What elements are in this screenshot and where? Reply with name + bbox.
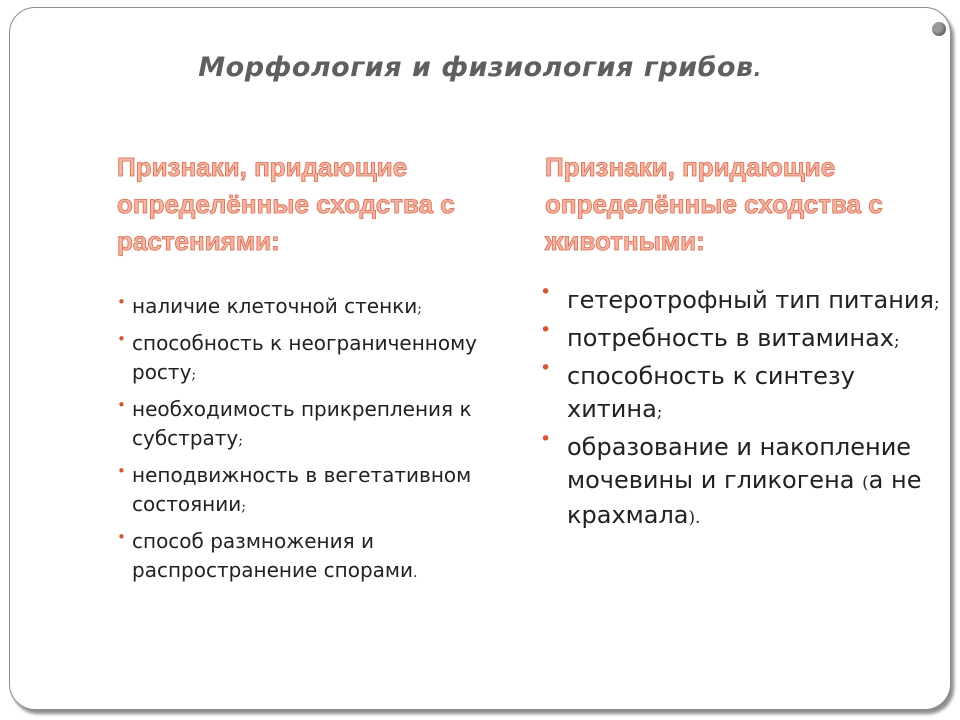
slide-frame bbox=[9, 7, 951, 710]
list-item bbox=[117, 292, 507, 324]
list-item bbox=[540, 357, 950, 428]
bullet-icon: • bbox=[117, 462, 126, 480]
bullet-icon: • bbox=[117, 528, 126, 546]
bullet-icon: • bbox=[117, 330, 126, 348]
animals-list bbox=[540, 281, 950, 534]
bullet-icon: • bbox=[540, 281, 552, 303]
list-item-end: . bbox=[413, 565, 418, 581]
list-item-text: способность к неограниченному росту bbox=[132, 331, 477, 384]
list-item-text: гетеротрофный тип питания bbox=[567, 286, 934, 314]
slide-title-text: Морфология и физиология грибов bbox=[198, 52, 754, 83]
list-item-text: наличие клеточной стенки bbox=[132, 294, 418, 318]
list-item-end: ). bbox=[688, 507, 701, 527]
list-item bbox=[540, 319, 950, 357]
slide-title bbox=[10, 52, 950, 83]
list-item-text: неподвижность в вегетативном состоянии bbox=[132, 463, 472, 516]
list-item bbox=[540, 428, 950, 534]
list-item-end: ; bbox=[241, 499, 246, 515]
list-item-end: ; bbox=[191, 367, 197, 383]
list-item bbox=[117, 329, 507, 390]
bullet-icon: • bbox=[117, 293, 126, 311]
list-item-end: ; bbox=[933, 292, 940, 312]
list-item-end: ; bbox=[417, 301, 422, 317]
list-item-text-continued: а не крахмала bbox=[567, 466, 922, 529]
slide-title-dot: . bbox=[753, 57, 762, 81]
list-item bbox=[117, 461, 507, 522]
bullet-icon: • bbox=[540, 319, 552, 341]
bullet-icon: • bbox=[540, 428, 552, 450]
list-item bbox=[117, 395, 507, 456]
list-item-text: потребность в витаминах bbox=[567, 324, 894, 352]
animals-heading: Признаки, придающие определённые сходства с животными: bbox=[545, 152, 883, 256]
list-item-paren: ( bbox=[862, 472, 869, 492]
plants-list bbox=[117, 292, 507, 588]
list-item-text: способ размножения и распространение спорами bbox=[132, 529, 414, 582]
plants-heading: Признаки, придающие определённые сходства с растениями: bbox=[117, 152, 455, 256]
list-item-text: образование и накопление мочевины и гликогена bbox=[567, 433, 912, 494]
bullet-icon: • bbox=[117, 396, 126, 414]
list-item-text: способность к синтезу хитина bbox=[567, 362, 855, 423]
list-item-text: необходимость прикрепления к субстрату bbox=[132, 397, 472, 450]
corner-dot-icon bbox=[932, 22, 946, 36]
bullet-icon: • bbox=[540, 357, 552, 379]
list-item-end: ; bbox=[656, 401, 663, 421]
list-item-end: ; bbox=[894, 330, 900, 350]
plants-column bbox=[117, 149, 507, 593]
list-item bbox=[540, 281, 950, 319]
list-item-end: ; bbox=[238, 433, 243, 449]
animals-column bbox=[540, 149, 950, 537]
list-item bbox=[117, 527, 507, 588]
